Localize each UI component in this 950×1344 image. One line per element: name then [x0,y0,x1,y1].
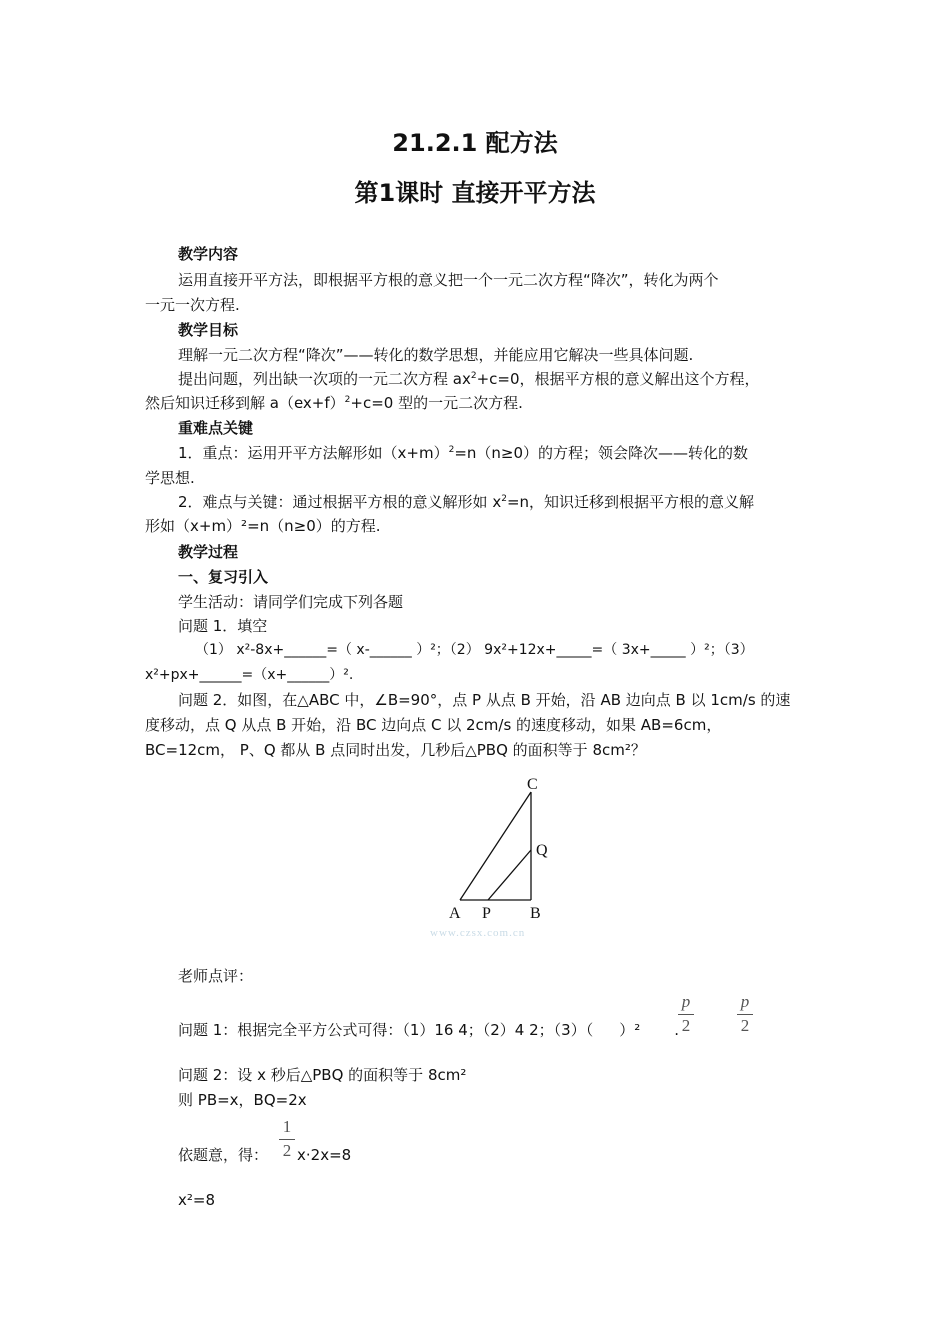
section-heading-content: 教学内容 [178,245,239,263]
paragraph: 学生活动：请同学们完成下列各题 [178,593,404,611]
page-title: 21.2.1 配方法 [392,129,558,157]
question-title: 问题 1．填空 [178,617,268,635]
section-heading-goals: 教学目标 [178,321,239,339]
section-heading-key-points: 重难点关键 [178,419,254,437]
answer-equation: x·2x=8 [297,1146,352,1164]
paragraph: 理解一元二次方程“降次”——转化的数学思想，并能应用它解决一些具体问题. [178,346,694,364]
fraction-bar [678,1014,694,1015]
answer-line: 依题意，得： [178,1146,269,1164]
answer-line: 问题 1：根据完全平方公式可得：（1）16 4；（2）4 2；（3）（ ）² . [178,1021,679,1039]
question-line: BC=12cm， P、Q 都从 B 点同时出发，几秒后△PBQ 的面积等于 8cm²？ [145,741,646,759]
question-line: 度移动，点 Q 从点 B 开始，沿 BC 边向点 C 以 2cm/s 的速度移动，如果 AB=6cm， [145,716,722,734]
answer-line: 则 PB=x，BQ=2x [178,1091,307,1109]
question-line: 问题 2．如图，在△ABC 中，∠B=90°，点 P 从点 B 开始，沿 AB 边向点 B 以 1cm/s 的速 [178,691,791,709]
fraction-denominator: 2 [681,1016,691,1035]
vertex-label-a: A [449,905,461,922]
paragraph: 1．重点：运用开平方法解形如$(x+m)^2=n(n\ge 0)$的方程；领会降次——转化的数 [178,444,749,462]
section-heading-process: 教学过程 [178,543,239,561]
paragraph: 学思想. [145,469,195,487]
paragraph: 提出问题，列出缺一次项的一元二次方程 $ax^2+c=0$，根据平方根的意义解出这个方程， [178,370,760,388]
point-label-p: P [482,905,491,922]
fraction-bar [279,1139,295,1140]
paragraph: 一元一次方程. [145,296,240,314]
answer-line: 问题 2：设 x 秒后△PBQ 的面积等于 8cm² [178,1066,467,1084]
point-label-q: Q [536,842,548,859]
question-line: x²+px+______=（x+______）². [145,667,354,683]
fraction-denominator: 2 [282,1141,292,1160]
watermark: www.czsx.com.cn [430,927,526,939]
triangle-figure [440,770,580,950]
fraction-denominator: 2 [740,1016,750,1035]
fraction-bar [737,1014,753,1015]
paragraph: 形如（x+m）²=n（n≥0）的方程. [145,517,381,535]
answer-line: x²=8 [178,1191,216,1209]
subsection-heading: 一、复习引入 [178,568,269,586]
paragraph: 然后知识迁移到解 $a(ex+f)^2+c=0$ 型的一元二次方程. [145,394,523,412]
fraction-numerator: p [740,992,750,1011]
page-subtitle: 第1课时 直接开平方法 [354,179,596,207]
review-heading: 老师点评： [178,967,254,985]
segment-pq [488,850,531,900]
vertex-label-c: C [527,776,538,793]
vertex-label-b: B [530,905,541,922]
side-ac [460,792,531,900]
paragraph: 2．难点与关键：通过根据平方根的意义解形如 $x^2=n$，知识迁移到根据平方根的意义解 [178,493,755,511]
fraction-numerator: p [681,992,691,1011]
fraction-numerator: 1 [282,1117,292,1136]
paragraph: 运用直接开平方法，即根据平方根的意义把一个一元二次方程“降次”，转化为两个 [178,271,719,289]
question-line: （1） x²-8x+______=（ x-______ ）²；（2） 9x²+12x+_____=（ 3x+_____ ）²；（3） [195,642,754,658]
